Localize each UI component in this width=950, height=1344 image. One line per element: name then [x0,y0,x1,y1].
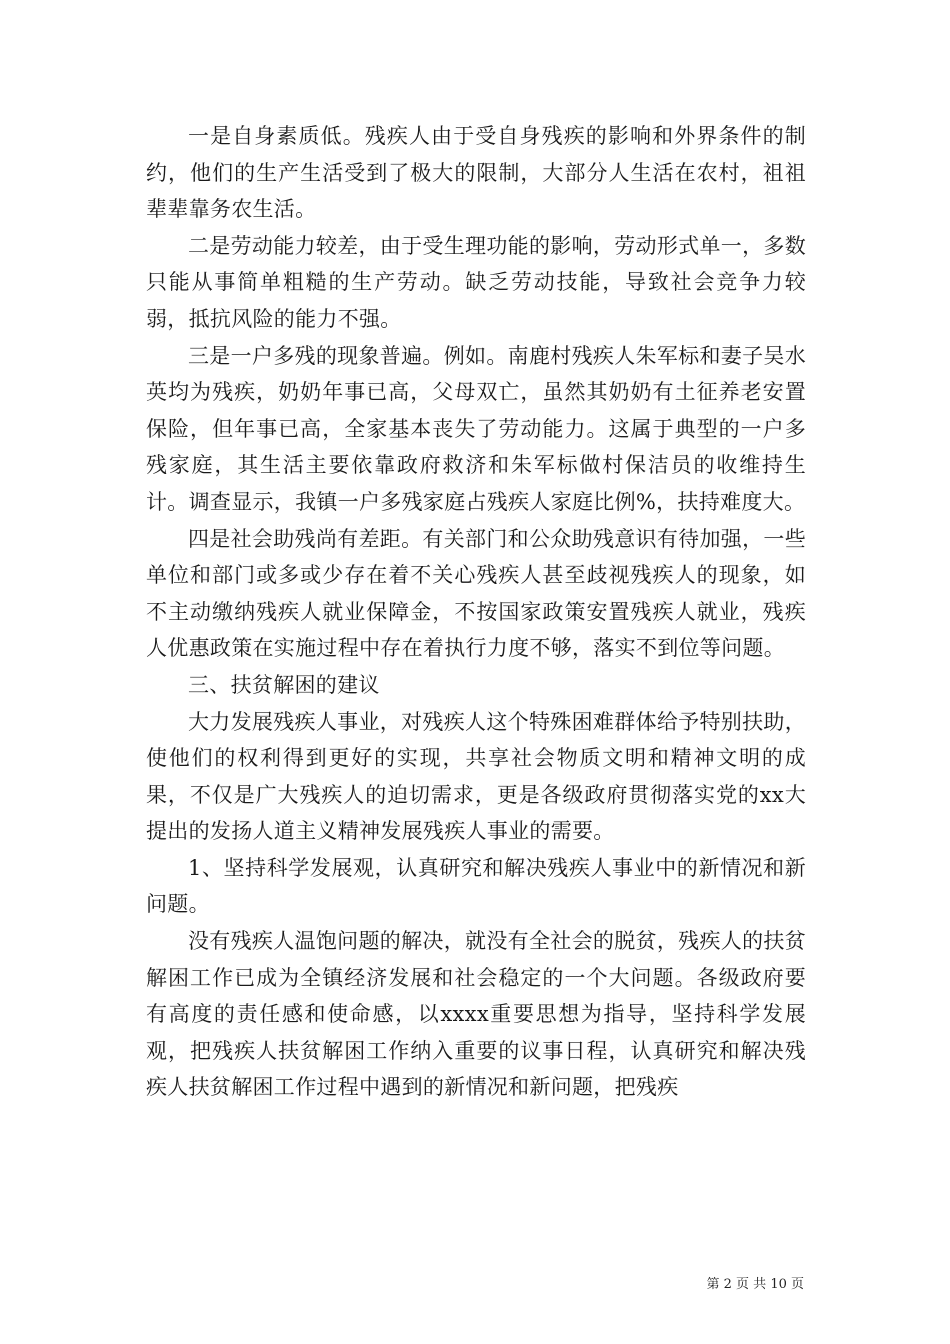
section-heading: 三、扶贫解困的建议 [188,672,380,697]
paragraph-1: 一是自身素质低。残疾人由于受自身残疾的影响和外界条件的制约，他们的生产生活受到了极大的限制，大部分人生活在农村，祖祖辈辈靠务农生活。 [146,124,806,222]
paragraph-4: 四是社会助残尚有差距。有关部门和公众助残意识有待加强，一些单位和部门或多或少存在着不关心残疾人甚至歧视残疾人的现象，如不主动缴纳残疾人就业保障金，不按国家政策安置残疾人就业，残疾人优惠政策在实施过程中存在着执行力度不够，落实不到位等问题。 [146,526,806,661]
paragraph-5: 大力发展残疾人事业，对残疾人这个特殊困难群体给予特别扶助，使他们的权利得到更好的实现，共享社会物质文明和精神文明的成果，不仅是广大残疾人的迫切需求，更是各级政府贯彻落实党的xx大提出的发扬人道主义精神发展残疾人事业的需要。 [146,709,806,844]
paragraph-3: 三是一户多残的现象普遍。例如。南鹿村残疾人朱军标和妻子吴水英均为残疾，奶奶年事已高，父母双亡，虽然其奶奶有土征养老安置保险，但年事已高，全家基本丧失了劳动能力。这属于典型的一户多残家庭，其生活主要依靠政府救济和朱军标做村保洁员的收维持生计。调查显示，我镇一户多残家庭占残疾人家庭比例%，扶持难度大。 [146,343,806,514]
paragraph-6: 没有残疾人温饱问题的解决，就没有全社会的脱贫，残疾人的扶贫解困工作已成为全镇经济发展和社会稳定的一个大问题。各级政府要有高度的责任感和使命感，以xxxx重要思想为指导，坚持科学发展观，把残疾人扶贫解困工作纳入重要的议事日程，认真研究和解决残疾人扶贫解困工作过程中遇到的新情况和新问题，把残疾 [146,929,806,1100]
subheading-1: 1、坚持科学发展观，认真研究和解决残疾人事业中的新情况和新问题。 [146,855,806,917]
paragraph-2: 二是劳动能力较差，由于受生理功能的影响，劳动形式单一，多数只能从事简单粗糙的生产劳动。缺乏劳动技能，导致社会竞争力较弱，抵抗风险的能力不强。 [146,233,806,331]
page-number-footer: 第 2 页 共 10 页 [706,1277,804,1292]
document-body [146,118,806,1106]
